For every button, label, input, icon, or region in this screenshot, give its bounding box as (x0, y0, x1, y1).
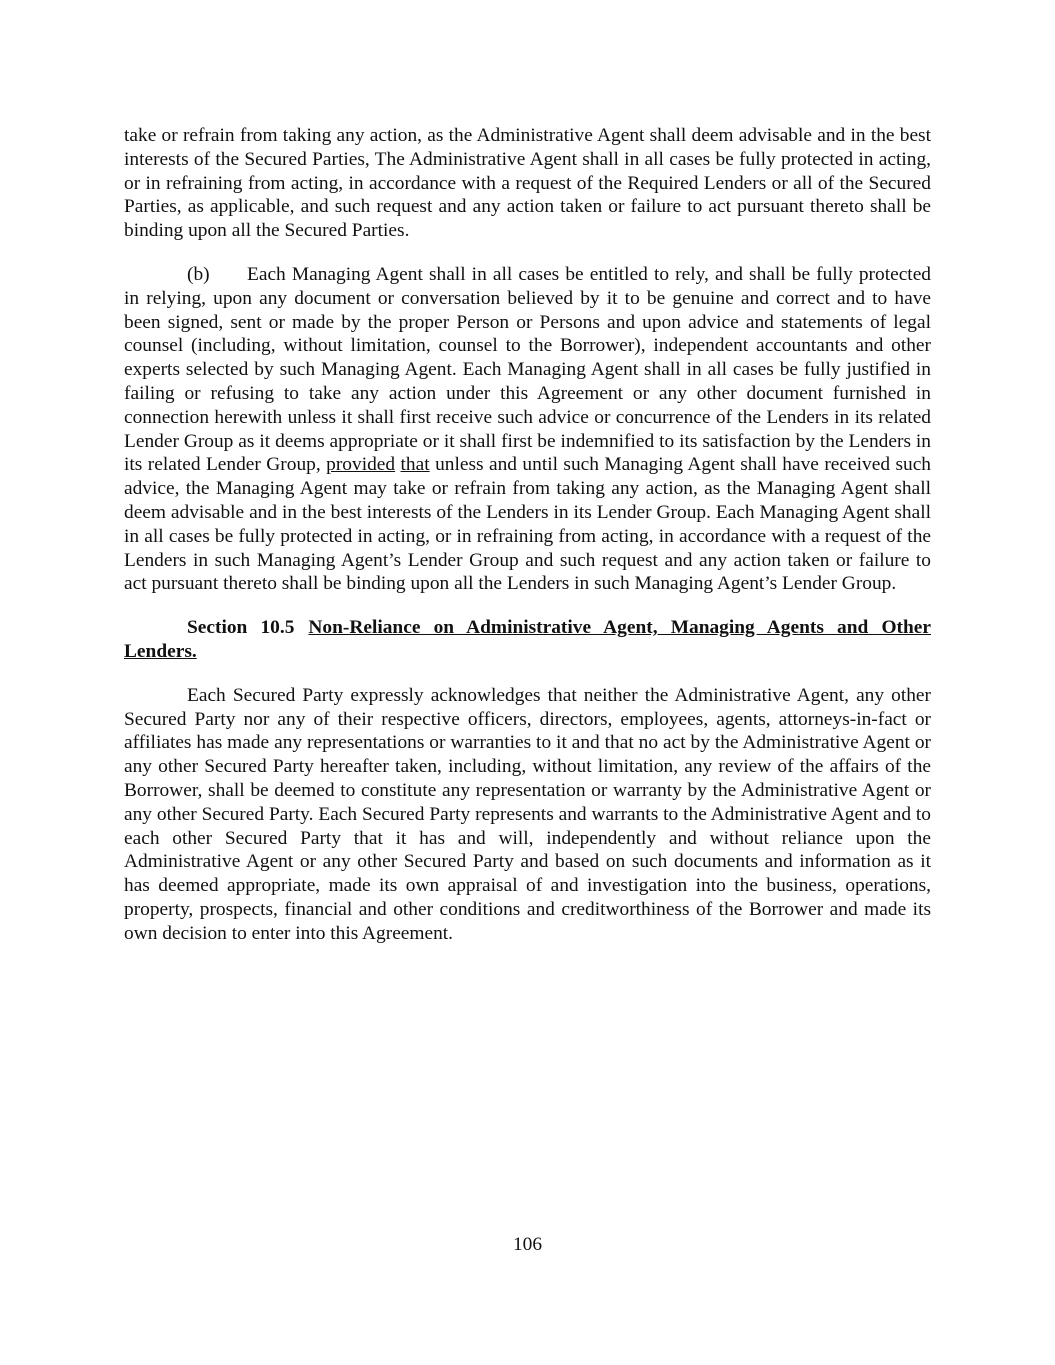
page-number: 106 (512, 1234, 543, 1255)
paragraph-b-text-before: Each Managing Agent shall in all cases be entitled to rely, and shall be fully protected in relying, upon any document or conversation believed by it to be genuine and correct and to have been signed, sent or made by the proper Person or Persons and upon advice and statements of legal counsel (including, without limitation, counsel to the Borrower), independent accountants and other experts selected by such Managing Agent. Each Managing Agent shall in all cases be fully justified in failing or refusing to take any action under this Agreement or any other document furnished in connection herewith unless it shall first receive such advice or concurrence of the Lenders in its related Lender Group as it deems appropriate or it shall first be indemnified to its satisfaction by the Lenders in its related Lender Group, (124, 263, 931, 476)
that-term: that (400, 454, 430, 476)
provided-term: provided (326, 454, 396, 476)
paragraph-non-reliance: Each Secured Party expressly acknowledges that neither the Administrative Agent, any other Secured Party nor any of their respective officers, directors, employees, agents, attorneys-in-fact or affiliates has made any representations or warranties to it and that no act by the Administrative Agent or any other Secured Party hereafter taken, including, without limitation, any review of the affairs of the Borrower, shall be deemed to constitute any representation or warranty by the Administrative Agent or any other Secured Party. Each Secured Party represents and warrants to the Administrative Agent and to each other Secured Party that it has and will, independently and without reliance upon the Administrative Agent or any other Secured Party and based on such documents and information as it has deemed appropriate, made its own appraisal of and investigation into the business, operations, property, prospects, financial and other conditions and creditworthiness of the Borrower and made its own decision to enter into this Agreement. (124, 684, 931, 944)
paragraph-continuation: take or refrain from taking any action, as the Administrative Agent shall deem advisable and in the best interests of the Secured Parties, The Administrative Agent shall in all cases be fully protected in acting, or in refraining from acting, in accordance with a request of the Required Lenders or all of the Secured Parties, as applicable, and such request and any action taken or failure to act pursuant thereto shall be binding upon all the Secured Parties. (124, 125, 931, 242)
paragraph-b-text-after: unless and until such Managing Agent shall have received such advice, the Managing Agent may take or refrain from taking any action, as the Managing Agent shall deem advisable and in the best interests of the Lenders in its Lender Group. Each Managing Agent shall in all cases be fully protected in acting, or in refraining from acting, in accordance with a request of the Lenders in such Managing Agent’s Lender Group and such request and any action taken or failure to act pursuant thereto shall be binding upon all the Lenders in such Managing Agent’s Lender Group. (124, 454, 932, 595)
document-body (124, 124, 931, 946)
section-title: Non-Reliance on Administrative Agent, Managing Agents and Other Lenders. (124, 617, 931, 662)
section-heading (124, 616, 931, 664)
paragraph-b (124, 263, 931, 596)
paragraph-marker: (b) (187, 263, 210, 285)
section-number: Section 10.5 (187, 617, 295, 639)
